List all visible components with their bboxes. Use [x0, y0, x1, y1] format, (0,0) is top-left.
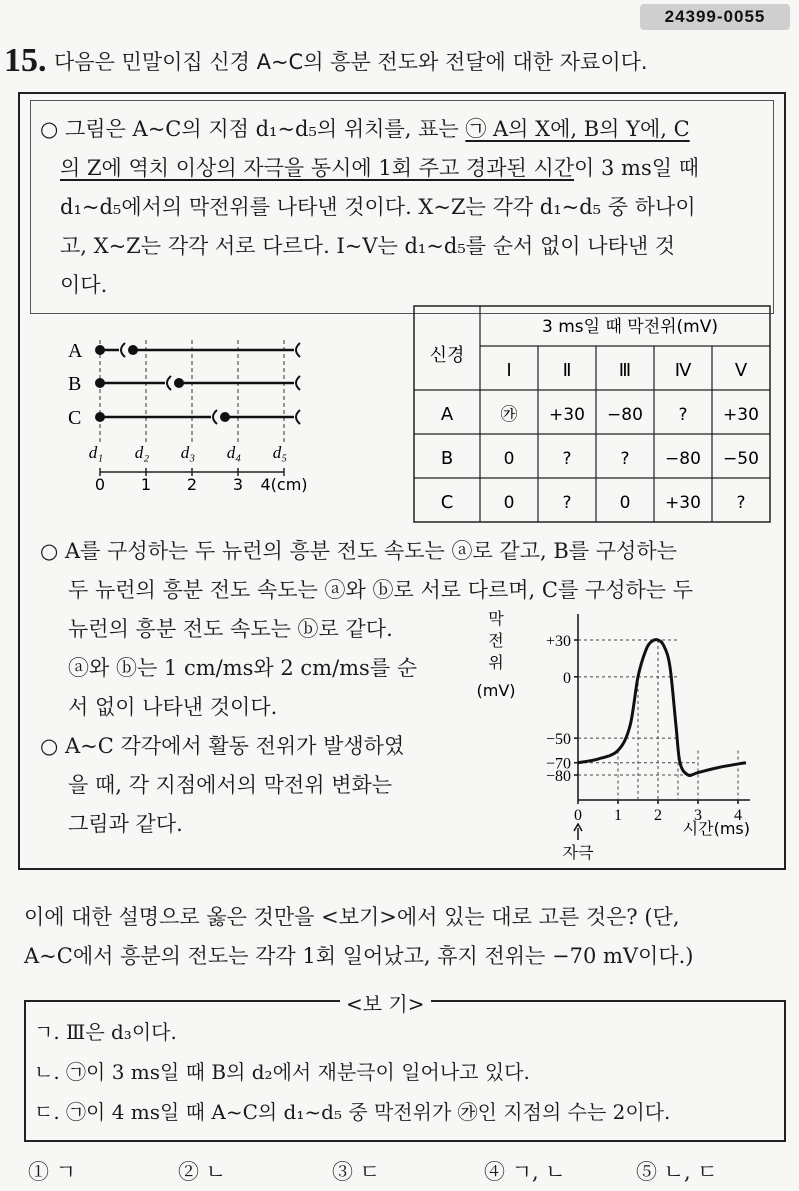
table-cell-B-4: −80: [665, 449, 701, 469]
synapse-terminal-B: [167, 376, 171, 390]
membrane-potential-curve: [578, 640, 746, 776]
info-line-5: 이다.: [60, 273, 108, 297]
table-cell-A-4: ?: [678, 405, 688, 425]
nerve-figure: [60, 330, 360, 510]
question-code-badge: 24399-0055: [640, 4, 790, 30]
choice-2[interactable]: ② ㄴ: [178, 1160, 226, 1184]
question-number: 15.: [4, 42, 47, 79]
bogi-title: <보 기>: [340, 988, 431, 1017]
speed-line-3: 뉴런의 흥분 전도 속도는 ⓑ로 같다.: [68, 617, 393, 641]
membrane-potential-table: [414, 306, 774, 526]
table-cell-A-1: ㉮: [500, 405, 518, 425]
choice-3[interactable]: ③ ㄷ: [332, 1160, 380, 1184]
table-cell-B-1: 0: [503, 449, 515, 469]
x-tick-label-2: 2: [654, 807, 662, 824]
table-cell-C-2: ?: [562, 493, 572, 513]
graph-labels: [476, 609, 750, 862]
speed-line-2: 두 뉴런의 흥분 전도 속도는 ⓐ와 ⓑ로 서로 다르며, C를 구성하는 두: [68, 578, 694, 602]
nerve-lines: [68, 340, 308, 494]
stimulus-label: 자극: [562, 843, 594, 862]
d-range: d₁~d₅: [404, 234, 466, 258]
table-col-header: 3 ms일 때 막전위(mV): [541, 317, 719, 337]
synapse-terminal-A: [121, 343, 125, 357]
table-row-label-B: B: [440, 448, 454, 469]
graph-note-line-1: ○ A~C 각각에서 활동 전위가 발생하였: [40, 734, 405, 758]
nerve-label-A: A: [68, 340, 83, 362]
y-tick-label-2: −50: [545, 731, 571, 749]
y-unit: (mV): [476, 681, 516, 700]
point-label-1: d₁: [88, 443, 104, 462]
y-label-char-1: 전: [488, 631, 504, 650]
info-text: 이 3 ms일 때: [574, 156, 699, 180]
question-title: 다음은 민말이집 신경 A~C의 흥분 전도와 전달에 대한 자료이다.: [54, 50, 648, 74]
info-text: 중 하나이: [601, 195, 696, 219]
info-text: ○ 그림은 A~C의 지점: [40, 117, 256, 141]
d-range: d₁~d₅: [255, 117, 317, 141]
x-tick-label-1: 1: [614, 807, 622, 824]
table-border: [414, 306, 770, 522]
table-cell-B-2: ?: [562, 449, 572, 469]
table-row-label-C: C: [440, 492, 454, 513]
axon-end-C: [296, 410, 300, 424]
y-tick-label-0: +30: [545, 633, 571, 650]
y-label-char-2: 위: [488, 653, 504, 672]
y-label-char-0: 막: [488, 609, 504, 628]
info-text: 를 순서 없이 나타낸 것: [465, 234, 676, 258]
speed-line-4: ⓐ와 ⓑ는 1 cm/ms와 2 cm/ms를 순: [68, 656, 418, 680]
table-col-3: Ⅲ: [618, 360, 632, 380]
choice-5[interactable]: ⑤ ㄴ, ㄷ: [636, 1160, 718, 1184]
point-label-2: d₂: [134, 443, 150, 462]
table-row-header: 신경: [429, 345, 465, 366]
table-cell-B-5: −50: [723, 449, 759, 469]
position-tick-3: 2: [186, 475, 198, 494]
position-tick-1: 0: [94, 475, 106, 494]
question-text-line-1: 이에 대한 설명으로 옳은 것만을 <보기>에서 있는 대로 고른 것은? (단,: [24, 905, 680, 929]
synapse-terminal-C: [213, 410, 217, 424]
y-tick-label-4: −80: [545, 768, 571, 785]
question-text-line-2: A~C에서 흥분의 전도는 각각 1회 일어났고, 휴지 전위는 −70 mV이다.): [24, 944, 694, 968]
table-cell-C-3: 0: [619, 493, 631, 513]
info-line-1: [40, 110, 690, 149]
position-tick-2: 1: [140, 475, 152, 494]
info-text: 의 위치를, 표는: [316, 117, 466, 141]
table-col-4: Ⅳ: [674, 360, 692, 380]
table-grid: [414, 306, 770, 522]
info-text: 고, X~Z는 각각 서로 다르다. Ⅰ~Ⅴ는: [60, 234, 405, 258]
table-cell-A-3: −80: [607, 405, 643, 425]
table-cell-C-5: ?: [736, 493, 746, 513]
x-tick-label-4: 4: [734, 807, 742, 824]
y-tick-label-1: 0: [563, 669, 571, 687]
nerve-label-C: C: [68, 407, 82, 429]
axon-end-B: [296, 376, 300, 390]
info-line-4: [60, 227, 675, 266]
graph-note-line-2: 을 때, 각 지점에서의 막전위 변화는: [68, 773, 393, 797]
table-cell-C-4: +30: [665, 493, 701, 513]
position-tick-5: 4(cm): [260, 475, 308, 494]
table-cell-A-5: +30: [723, 405, 759, 425]
table-cell-C-1: 0: [503, 493, 515, 513]
graph-guides: [578, 640, 738, 800]
y-tick-label-3: −70: [545, 755, 571, 773]
table-cell-A-2: +30: [549, 405, 585, 425]
speed-line-1: ○ A를 구성하는 두 뉴런의 흥분 전도 속도는 ⓐ로 같고, B를 구성하는: [40, 539, 677, 563]
axon-end-A: [296, 343, 300, 357]
table-cell-B-3: ?: [620, 449, 630, 469]
d-range: d₁~d₅: [60, 195, 122, 219]
choice-1[interactable]: ① ㄱ: [28, 1160, 76, 1184]
table-col-2: Ⅱ: [562, 360, 572, 380]
position-tick-4: 3: [232, 475, 244, 494]
x-axis-label: 시간(ms): [682, 819, 750, 838]
point-label-5: d₅: [272, 443, 288, 462]
choice-4[interactable]: ④ ㄱ, ㄴ: [484, 1160, 566, 1184]
nerve-label-B: B: [68, 373, 82, 395]
speed-line-5: 서 없이 나타낸 것이다.: [68, 695, 278, 719]
point-label-3: d₃: [180, 443, 196, 462]
bogi-item-1: ㄱ. Ⅲ은 d₃이다.: [34, 1020, 177, 1044]
info-line-3: [60, 188, 696, 227]
graph-note-line-3: 그림과 같다.: [68, 812, 183, 836]
bogi-item-3: ㄷ. ㉠이 4 ms일 때 A~C의 d₁~d₅ 중 막전위가 ㉮인 지점의 수는 2이다.: [34, 1100, 671, 1124]
table-row-label-A: A: [440, 404, 454, 425]
table-col-1: Ⅰ: [506, 360, 512, 380]
d-range: d₁~d₅: [539, 195, 602, 219]
x-tick-label-3: 3: [694, 807, 702, 824]
action-potential-graph: [478, 600, 778, 860]
info-line-2: [60, 149, 699, 188]
info-text: 에서의 막전위를 나타낸 것이다. X~Z는 각각: [121, 195, 540, 219]
table-col-5: Ⅴ: [734, 360, 748, 380]
underlined-condition: 의 Z에 역치 이상의 자극을 동시에 1회 주고 경과된 시간: [60, 156, 575, 180]
point-label-4: d₄: [226, 443, 242, 462]
bogi-item-2: ㄴ. ㉠이 3 ms일 때 B의 d₂에서 재분극이 일어나고 있다.: [34, 1060, 530, 1084]
x-tick-label-0: 0: [574, 807, 582, 824]
underlined-condition: ㉠ A의 X에, B의 Y에, C: [465, 117, 690, 141]
table-cells: [441, 360, 759, 513]
